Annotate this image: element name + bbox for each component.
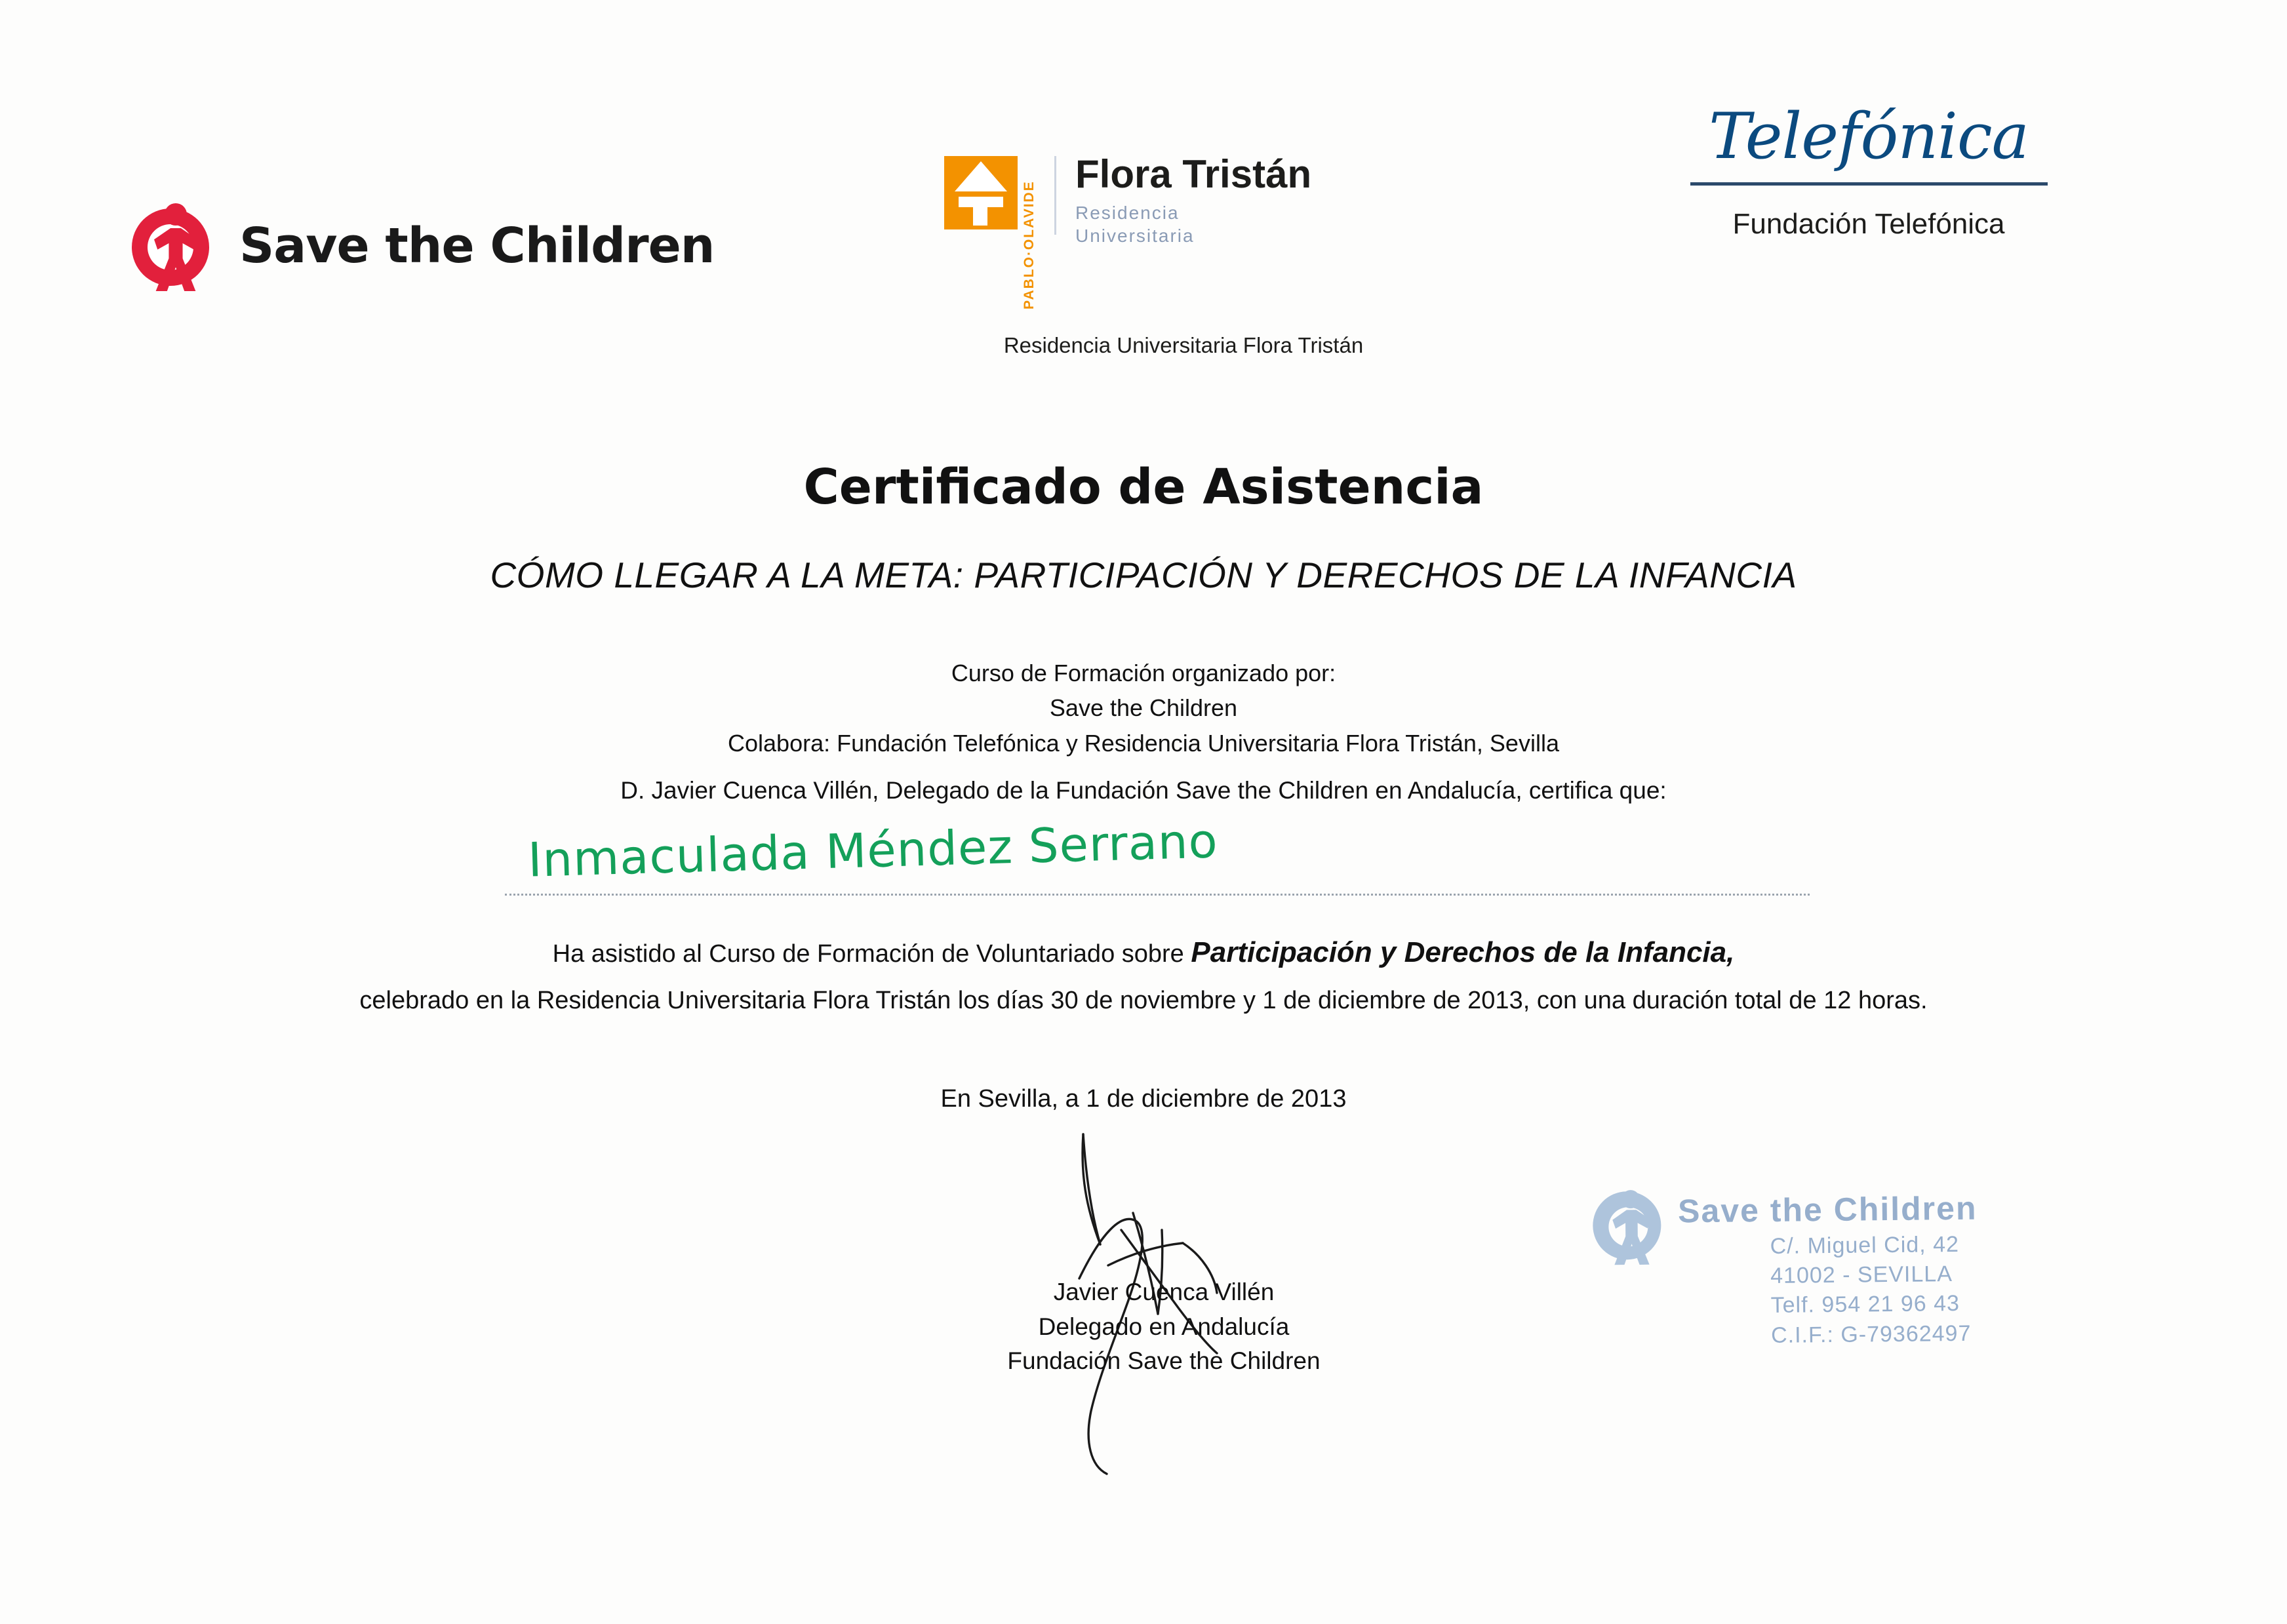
signature-block <box>754 1275 1574 1379</box>
stamp-postal: 41002 - SEVILLA <box>1770 1261 1953 1289</box>
stamp-title: Save the Children <box>1677 1189 1978 1230</box>
fundacion-telefonica-label: Fundación Telefónica <box>1732 208 2005 240</box>
attendance-line <box>0 936 2287 969</box>
flora-divider <box>1054 156 1056 235</box>
flora-tristan-sub-1: Residencia <box>1075 203 1180 223</box>
place-and-date: En Sevilla, a 1 de diciembre de 2013 <box>940 1085 1347 1113</box>
attendance-prefix: Ha asistido al Curso de Formación de Voluntariado sobre <box>552 940 1191 968</box>
flora-tristan-name: Flora Tristán <box>1075 152 1312 196</box>
stamp-phone: Telf. 954 21 96 43 <box>1770 1291 1960 1318</box>
organizer-block <box>0 656 2287 761</box>
certifies-line: D. Javier Cuenca Villén, Delegado de la Fundación Save the Children en Andalucía, certifica que: <box>620 777 1667 804</box>
collaborators-line: Colabora: Fundación Telefónica y Residencia Universitaria Flora Tristán, Sevilla <box>728 729 1559 757</box>
telefonica-logo <box>1685 100 2052 241</box>
attendance-emphasis: Participación y Derechos de la Infancia, <box>1191 936 1735 968</box>
telefonica-rule <box>1690 182 2048 186</box>
flora-tristan-logo <box>944 152 1416 357</box>
organizer-label: Curso de Formación organizado por: <box>951 660 1336 686</box>
flora-tristan-caption: Residencia Universitaria Flora Tristán <box>1003 333 1364 357</box>
telefonica-wordmark: Telefónica <box>1709 100 2029 173</box>
pablo-olavide-vertical-text: PABLO·OLAVIDE <box>1022 180 1037 309</box>
recipient-name-rule <box>505 894 1810 896</box>
save-the-children-child-icon <box>128 197 220 295</box>
signer-name: Javier Cuenca Villén <box>1053 1278 1275 1305</box>
logo-header <box>0 0 2287 393</box>
pablo-olavide-building-icon <box>944 156 1025 243</box>
course-subtitle: CÓMO LLEGAR A LA META: PARTICIPACIÓN Y DERECHOS DE LA INFANCIA <box>490 555 1797 595</box>
signer-organization: Fundación Save the Children <box>1007 1347 1321 1375</box>
signer-role: Delegado en Andalucía <box>1038 1313 1290 1340</box>
stamp-address: C/. Miguel Cid, 42 <box>1770 1231 1960 1259</box>
recipient-name-handwritten: Inmaculada Méndez Serrano <box>527 813 1219 888</box>
recipient-name-field <box>505 813 1810 901</box>
flora-tristan-sub-2: Universitaria <box>1075 226 1195 246</box>
stamp-child-icon <box>1593 1187 1672 1273</box>
organization-stamp <box>1593 1171 2067 1360</box>
stamp-cif: C.I.F.: G-79362497 <box>1770 1320 1972 1348</box>
organizer-name: Save the Children <box>1049 694 1238 722</box>
page-title: Certificado de Asistencia <box>803 459 1484 515</box>
save-the-children-wordmark: Save the Children <box>239 218 715 274</box>
save-the-children-logo <box>128 197 714 295</box>
venue-line: celebrado en la Residencia Universitaria Flora Tristán los días 30 de noviembre y 1 de diciembre de 2013, con una duración total de 12 horas. <box>359 987 1928 1014</box>
